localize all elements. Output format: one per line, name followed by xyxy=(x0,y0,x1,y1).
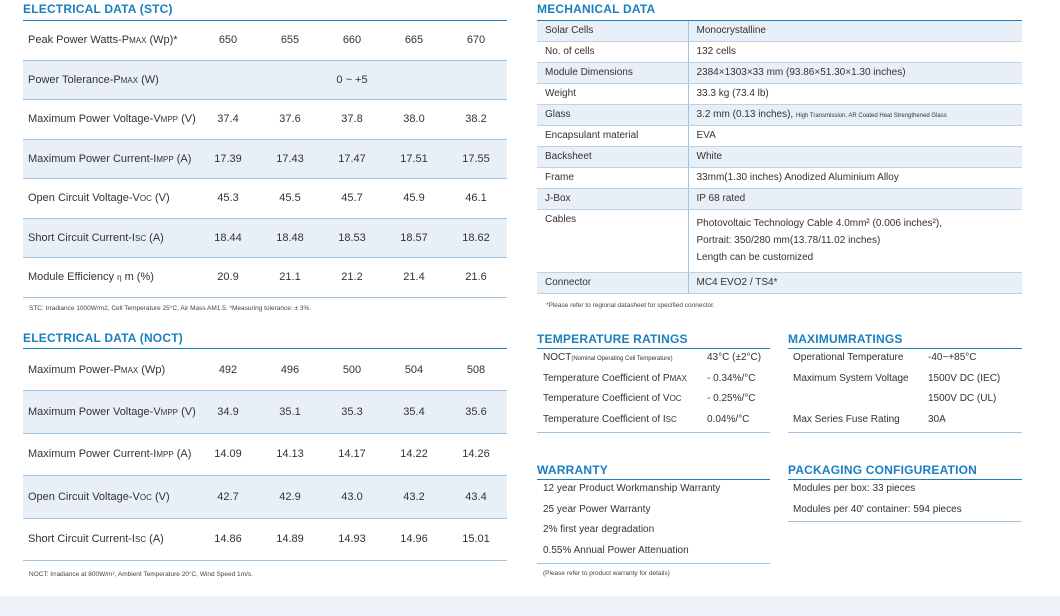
label-subscript: MAX xyxy=(120,75,139,85)
mechanical-row xyxy=(537,167,1022,188)
noct-row xyxy=(23,391,507,433)
label-subscript: SC xyxy=(134,233,147,243)
value-cell: 18.57 xyxy=(383,218,445,258)
packaging-item: Modules per box: 33 pieces xyxy=(793,483,916,494)
warranty-top-rule xyxy=(537,479,770,480)
label-unit: m (%) xyxy=(121,271,154,284)
value-cell: 21.2 xyxy=(321,258,383,298)
value-cell: 14.13 xyxy=(259,433,321,475)
stc-title: ELECTRICAL DATA (STC) xyxy=(23,2,173,16)
maximum-label: Operational Temperature xyxy=(793,352,904,363)
packaging-bottom-rule xyxy=(788,521,1022,522)
value-cell: 34.9 xyxy=(197,391,259,433)
value-cell: 14.26 xyxy=(445,433,507,475)
stc-row xyxy=(23,139,507,179)
row-label xyxy=(23,258,197,298)
temperature-bottom-rule xyxy=(537,432,770,433)
mechanical-value xyxy=(688,41,1022,62)
maximum-top-rule xyxy=(788,348,1022,349)
value-cell: 35.6 xyxy=(445,391,507,433)
mechanical-value-detail: High Transmission, AR Coated Heat Strengthened Glass xyxy=(796,113,947,119)
mechanical-note: *Please refer to regional datasheet for specified connector. xyxy=(546,302,715,309)
label-text: Maximum Power Current-I xyxy=(28,152,157,165)
noct-note: NOCT: Irradiance at 800W/m², Ambient Temperature 20°C, Wind Speed 1m/s. xyxy=(29,571,253,578)
label-unit: (A) xyxy=(146,231,164,244)
value-cell: 43.4 xyxy=(445,476,507,518)
mechanical-value-line: Portrait: 350/280 mm(13.78/11.02 inches) xyxy=(696,235,881,246)
label-unit: (V) xyxy=(151,490,170,503)
value-cell: 38.2 xyxy=(445,100,507,140)
stc-row xyxy=(23,21,507,61)
footer-band xyxy=(0,596,1060,616)
value-cell: 650 xyxy=(197,21,259,61)
temperature-label xyxy=(543,414,677,425)
label-text: Maximum Power Voltage-V xyxy=(28,406,161,419)
mechanical-key: Encapsulant material xyxy=(537,125,688,146)
value-cell: 17.47 xyxy=(321,139,383,179)
value-cell: 492 xyxy=(197,349,259,391)
label-subscript: OC xyxy=(139,194,152,204)
value-cell: 46.1 xyxy=(445,179,507,219)
noct-row xyxy=(23,349,507,391)
mechanical-row xyxy=(537,188,1022,209)
label-text: Maximum Power Voltage-V xyxy=(28,113,161,126)
value-cell: 21.4 xyxy=(383,258,445,298)
label-text: Short Circuit Current-I xyxy=(28,533,135,546)
mechanical-value xyxy=(688,83,1022,104)
warranty-item: 2% first year degradation xyxy=(543,524,655,535)
mechanical-value-text: Monocrystalline xyxy=(696,24,766,36)
value-cell: 43.2 xyxy=(383,476,445,518)
mechanical-row xyxy=(537,209,1022,272)
row-label xyxy=(23,179,197,219)
mechanical-row xyxy=(537,20,1022,41)
noct-row xyxy=(23,518,507,560)
value-cell: 504 xyxy=(383,349,445,391)
mechanical-value xyxy=(688,209,1022,272)
label-unit: (V) xyxy=(151,192,170,205)
mechanical-key: J-Box xyxy=(537,188,688,209)
mechanical-value-text: 33mm(1.30 inches) Anodized Aluminium Alloy xyxy=(696,172,899,183)
label-subscript: SC xyxy=(134,535,147,545)
mechanical-key: Backsheet xyxy=(537,146,688,167)
label-text: Power Tolerance-P xyxy=(28,73,121,86)
packaging-title: PACKAGING CONFIGUREATION xyxy=(788,463,978,477)
value-cell: 18.44 xyxy=(197,218,259,258)
noct-row xyxy=(23,476,507,518)
value-cell: 45.7 xyxy=(321,179,383,219)
mechanical-value-text: 2384×1303×33 mm (93.86×51.30×1.30 inches) xyxy=(696,67,906,78)
mechanical-row xyxy=(537,62,1022,83)
value-cell: 17.55 xyxy=(445,139,507,179)
mechanical-row xyxy=(537,41,1022,62)
value-cell: 45.3 xyxy=(197,179,259,219)
warranty-item: 25 year Power Warranty xyxy=(543,503,651,515)
mechanical-top-rule xyxy=(537,20,1022,21)
noct-row xyxy=(23,433,507,475)
warranty-item: 0.55% Annual Power Attenuation xyxy=(543,544,689,556)
mechanical-value xyxy=(688,104,1022,125)
stc-row xyxy=(23,179,507,219)
temperature-label xyxy=(543,373,687,384)
value-cell: 37.8 xyxy=(321,100,383,140)
mechanical-key: Glass xyxy=(537,104,688,125)
mechanical-value-text: 132 cells xyxy=(696,46,736,57)
value-cell: 17.39 xyxy=(197,139,259,179)
label-unit: (V) xyxy=(178,406,196,419)
maximum-value: 1500V DC (UL) xyxy=(928,393,997,404)
label-text: Maximum Power Current-I xyxy=(28,448,157,461)
row-label xyxy=(23,476,197,518)
value-cell: 665 xyxy=(383,21,445,61)
value-cell: 35.4 xyxy=(383,391,445,433)
value-cell: 45.9 xyxy=(383,179,445,219)
label-text: Short Circuit Current-I xyxy=(28,231,135,244)
label-unit: (A) xyxy=(173,448,192,461)
value-cell: 15.01 xyxy=(445,518,507,560)
mechanical-value-text: IP 68 rated xyxy=(696,193,746,204)
temperature-label-text: Temperature Coefficient of V xyxy=(543,393,670,404)
label-text: Module Efficiency xyxy=(28,271,118,284)
mechanical-value xyxy=(688,20,1022,41)
mechanical-value-line: Length can be customized xyxy=(696,252,814,263)
value-cell: 45.5 xyxy=(259,179,321,219)
packaging-item: Modules per 40' container: 594 pieces xyxy=(793,503,962,515)
value-cell: 20.9 xyxy=(197,258,259,298)
label-subscript: MPP xyxy=(160,408,179,418)
warranty-bottom-rule xyxy=(537,563,770,564)
row-label xyxy=(23,391,197,433)
maximum-value: -40~+85°C xyxy=(928,352,977,363)
label-unit: (V) xyxy=(178,113,196,126)
value-cell: 35.3 xyxy=(321,391,383,433)
maximum-value: 30A xyxy=(928,413,946,425)
value-cell: 500 xyxy=(321,349,383,391)
temperature-label-subscript: MAX xyxy=(669,373,687,383)
warranty-note: (Please refer to product warranty for details) xyxy=(543,570,670,577)
value-cell: 14.86 xyxy=(197,518,259,560)
label-text: Maximum Power-P xyxy=(28,363,121,376)
label-unit: (A) xyxy=(146,533,164,546)
temperature-label-text: NOCT xyxy=(543,352,572,363)
stc-table xyxy=(23,20,507,298)
label-unit: (W) xyxy=(138,73,159,86)
temperature-value: - 0.25%/°C xyxy=(707,393,756,404)
mechanical-value-text: MC4 EVO2 / TS4* xyxy=(696,277,778,288)
row-label xyxy=(23,100,197,140)
label-unit: (A) xyxy=(173,152,192,165)
row-label xyxy=(23,60,197,100)
temperature-label-text: Temperature Coefficient of I xyxy=(543,413,666,425)
value-cell: 0 ~ +5 xyxy=(197,60,507,100)
row-label xyxy=(23,433,197,475)
warranty-title: WARRANTY xyxy=(537,463,608,477)
value-cell: 42.7 xyxy=(197,476,259,518)
mechanical-key: Solar Cells xyxy=(537,20,688,41)
mechanical-value xyxy=(688,125,1022,146)
value-cell: 17.51 xyxy=(383,139,445,179)
mechanical-value xyxy=(688,167,1022,188)
mechanical-value-text: 33.3 kg (73.4 lb) xyxy=(696,88,769,99)
stc-row xyxy=(23,258,507,298)
label-subscript: MPP xyxy=(156,154,174,164)
label-subscript: MAX xyxy=(120,365,139,375)
value-cell: 508 xyxy=(445,349,507,391)
value-cell: 43.0 xyxy=(321,476,383,518)
row-label xyxy=(23,349,197,391)
value-cell: 14.89 xyxy=(259,518,321,560)
value-cell: 14.22 xyxy=(383,433,445,475)
value-cell: 18.62 xyxy=(445,218,507,258)
maximum-title: MAXIMUMRATINGS xyxy=(788,332,903,346)
value-cell: 37.6 xyxy=(259,100,321,140)
mechanical-value-text: 3.2 mm (0.13 inches), xyxy=(696,109,794,120)
temperature-value: - 0.34%/°C xyxy=(707,372,756,384)
value-cell: 655 xyxy=(259,21,321,61)
temperature-label xyxy=(543,352,673,363)
value-cell: 14.17 xyxy=(321,433,383,475)
mechanical-value xyxy=(688,188,1022,209)
label-unit: (Wp)* xyxy=(146,34,178,47)
mechanical-row xyxy=(537,104,1022,125)
mechanical-row xyxy=(537,272,1022,293)
label-text: Open Circuit Voltage-V xyxy=(28,192,140,205)
value-cell: 21.6 xyxy=(445,258,507,298)
temperature-label-note: (Nominal Operating Cell Temperature) xyxy=(571,356,673,362)
row-label xyxy=(23,518,197,560)
value-cell: 670 xyxy=(445,21,507,61)
stc-row xyxy=(23,218,507,258)
stc-note: STC: Irradiance 1000W/m2, Cell Temperature 25°C, Air Mass AM1.5. *Measuring tolerance: ± 3%. xyxy=(29,305,312,312)
value-cell: 21.1 xyxy=(259,258,321,298)
label-subscript: OC xyxy=(139,492,152,502)
value-cell: 37.4 xyxy=(197,100,259,140)
maximum-bottom-rule xyxy=(788,432,1022,433)
temperature-label-text: Temperature Coefficient of P xyxy=(543,372,670,384)
stc-row xyxy=(23,60,507,100)
temperature-label-subscript: OC xyxy=(669,394,682,403)
label-text: Open Circuit Voltage-V xyxy=(28,490,140,503)
label-text: Peak Power Watts-P xyxy=(28,34,130,47)
temperature-value: 0.04%/°C xyxy=(707,413,750,425)
row-label xyxy=(23,218,197,258)
mechanical-row xyxy=(537,125,1022,146)
mechanical-value xyxy=(688,146,1022,167)
maximum-value: 1500V DC (IEC) xyxy=(928,372,1001,384)
noct-table xyxy=(23,348,507,561)
row-label xyxy=(23,21,197,61)
temperature-value: 43°C (±2°C) xyxy=(707,352,762,363)
mechanical-key: Weight xyxy=(537,83,688,104)
value-cell: 14.96 xyxy=(383,518,445,560)
value-cell: 17.43 xyxy=(259,139,321,179)
value-cell: 18.48 xyxy=(259,218,321,258)
mechanical-key: Connector xyxy=(537,272,688,293)
mechanical-value-text: EVA xyxy=(696,130,716,141)
temperature-label xyxy=(543,393,682,404)
label-subscript: η xyxy=(117,273,122,283)
mechanical-key: No. of cells xyxy=(537,41,688,62)
stc-row xyxy=(23,100,507,140)
mechanical-title: MECHANICAL DATA xyxy=(537,2,656,16)
mechanical-row xyxy=(537,83,1022,104)
value-cell: 18.53 xyxy=(321,218,383,258)
temperature-title: TEMPERATURE RATINGS xyxy=(537,332,688,346)
temperature-top-rule xyxy=(537,348,770,349)
mechanical-value-text: White xyxy=(696,151,723,162)
warranty-item: 12 year Product Workmanship Warranty xyxy=(543,483,721,494)
value-cell: 14.93 xyxy=(321,518,383,560)
value-cell: 42.9 xyxy=(259,476,321,518)
label-subscript: MPP xyxy=(156,450,174,460)
row-label xyxy=(23,139,197,179)
label-unit: (Wp) xyxy=(138,363,166,376)
mechanical-key: Cables xyxy=(537,209,688,272)
temperature-label-subscript: SC xyxy=(665,414,677,424)
value-cell: 496 xyxy=(259,349,321,391)
label-subscript: MPP xyxy=(160,115,179,125)
mechanical-table xyxy=(537,20,1022,294)
maximum-label: Maximum System Voltage xyxy=(793,372,909,384)
noct-title: ELECTRICAL DATA (NOCT) xyxy=(23,331,183,345)
value-cell: 14.09 xyxy=(197,433,259,475)
mechanical-value xyxy=(688,62,1022,83)
mechanical-key: Module Dimensions xyxy=(537,62,688,83)
maximum-label: Max Series Fuse Rating xyxy=(793,413,900,425)
value-cell: 35.1 xyxy=(259,391,321,433)
value-cell: 660 xyxy=(321,21,383,61)
label-subscript: MAX xyxy=(129,36,147,46)
value-cell: 38.0 xyxy=(383,100,445,140)
mechanical-key: Frame xyxy=(537,167,688,188)
packaging-top-rule xyxy=(788,479,1022,480)
mechanical-value-line: Photovoltaic Technology Cable 4.0mm² (0.006 inches²), xyxy=(696,218,942,229)
mechanical-value xyxy=(688,272,1022,293)
mechanical-row xyxy=(537,146,1022,167)
